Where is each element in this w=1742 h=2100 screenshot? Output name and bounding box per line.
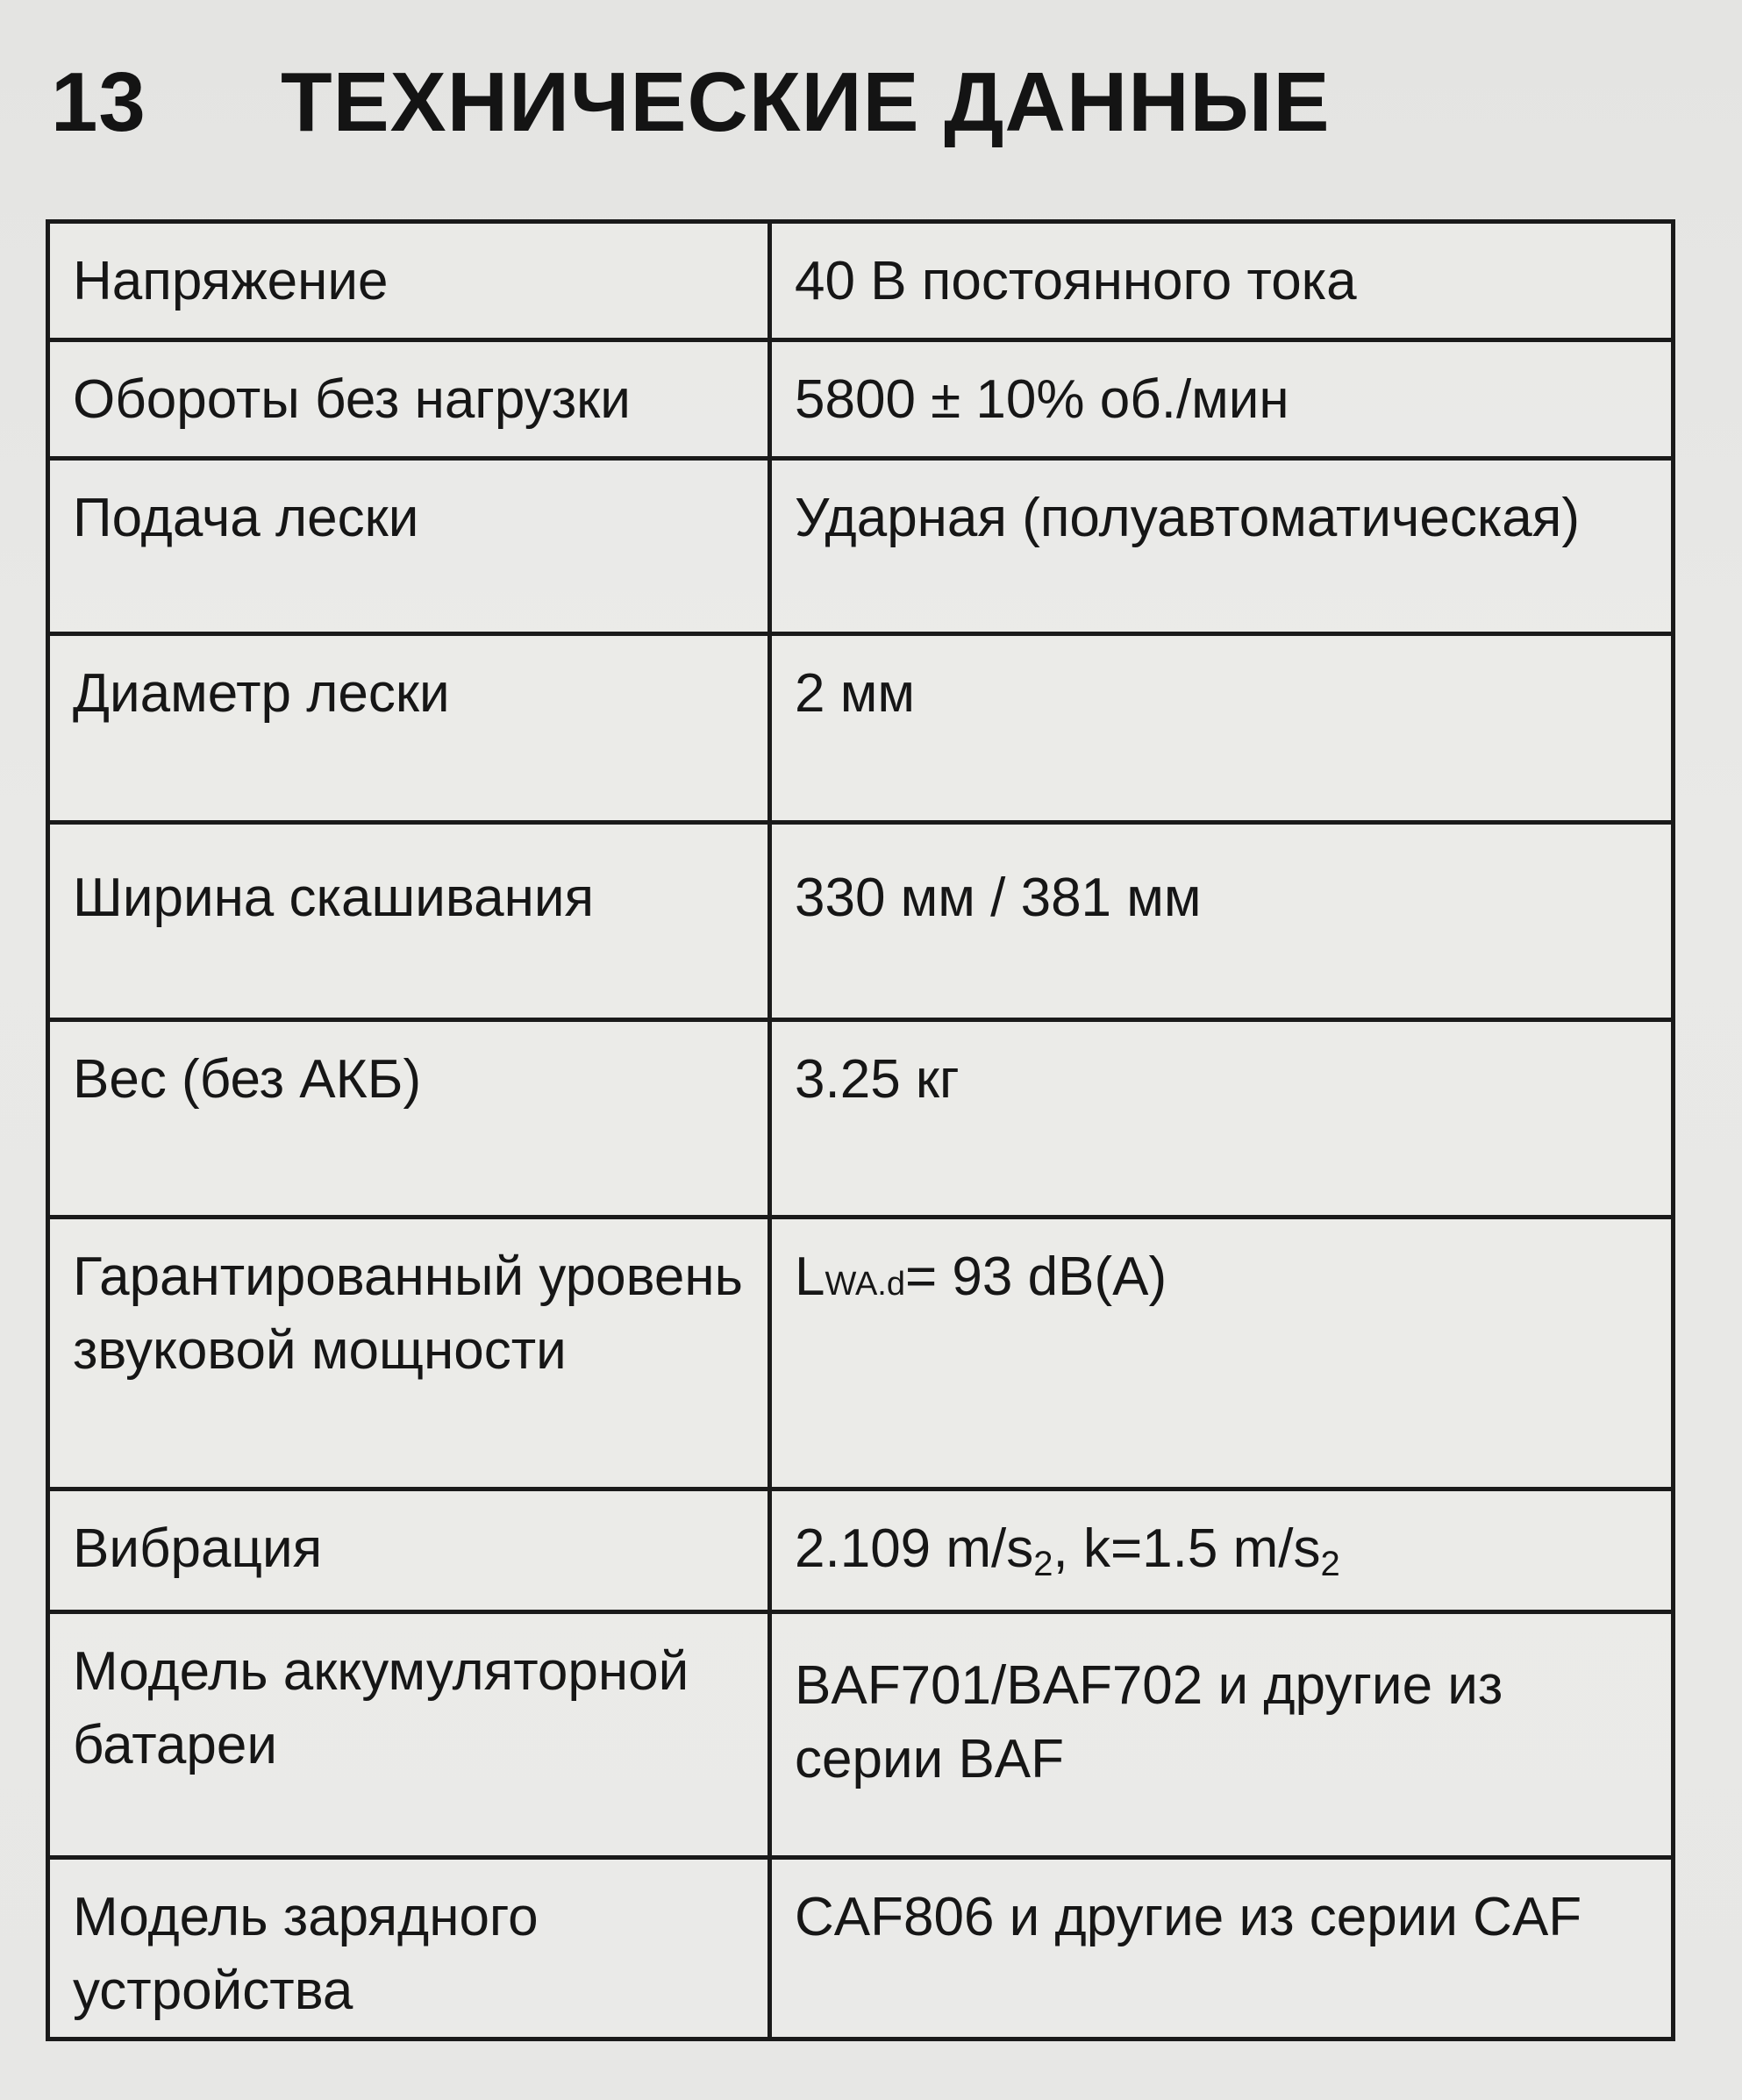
- spec-label: Диаметр лески: [48, 634, 770, 823]
- table-row: [48, 222, 1674, 340]
- table-row: [48, 634, 1674, 823]
- table-row: [48, 1218, 1674, 1489]
- section-title: ТЕХНИЧЕСКИЕ ДАННЫЕ: [281, 55, 1331, 149]
- spec-value: Ударная (полуавтоматическая): [770, 459, 1674, 634]
- spec-label: Вибрация: [48, 1489, 770, 1612]
- vibration-unit-exponent: 2: [1033, 1545, 1053, 1583]
- spec-value: BAF701/BAF702 и другие из серии BAF: [770, 1612, 1674, 1858]
- table-row: [48, 459, 1674, 634]
- vibration-value-b: , k=1.5 m/s: [1053, 1518, 1321, 1579]
- vibration-unit-exponent: 2: [1320, 1545, 1340, 1583]
- vibration-value-a: 2.109 m/s: [795, 1518, 1034, 1579]
- spec-value: 2 мм: [770, 634, 1674, 823]
- section-heading: [51, 46, 1331, 160]
- section-number: 13: [51, 55, 146, 149]
- table-row: [48, 1858, 1674, 2039]
- specifications-table: [46, 219, 1675, 2041]
- spec-value: 3.25 кг: [770, 1020, 1674, 1218]
- spec-label: Обороты без нагрузки: [48, 340, 770, 459]
- spec-value: 40 В постоянного тока: [770, 222, 1674, 340]
- table-row: [48, 1612, 1674, 1858]
- spec-value: CAF806 и другие из серии CAF: [770, 1858, 1674, 2039]
- spec-value: [770, 1218, 1674, 1489]
- spec-label: Модель аккумуляторной батареи: [48, 1612, 770, 1858]
- table-row: [48, 1489, 1674, 1612]
- spec-label: Напряжение: [48, 222, 770, 340]
- table-row: [48, 1020, 1674, 1218]
- spec-value: 330 мм / 381 мм: [770, 823, 1674, 1020]
- spec-value: 5800 ± 10% об./мин: [770, 340, 1674, 459]
- spec-label: Модель зарядного устройства: [48, 1858, 770, 2039]
- table-row: [48, 340, 1674, 459]
- sound-symbol-subscript: WA.d: [825, 1266, 905, 1303]
- spec-value: [770, 1489, 1674, 1612]
- sound-level-value: = 93 dB(A): [904, 1246, 1167, 1307]
- spec-label: Вес (без АКБ): [48, 1020, 770, 1218]
- sound-symbol: L: [795, 1246, 825, 1307]
- spec-label: Ширина скашивания: [48, 823, 770, 1020]
- spec-label: Гарантированный уровень звуковой мощности: [48, 1218, 770, 1489]
- spec-label: Подача лески: [48, 459, 770, 634]
- table-row: [48, 823, 1674, 1020]
